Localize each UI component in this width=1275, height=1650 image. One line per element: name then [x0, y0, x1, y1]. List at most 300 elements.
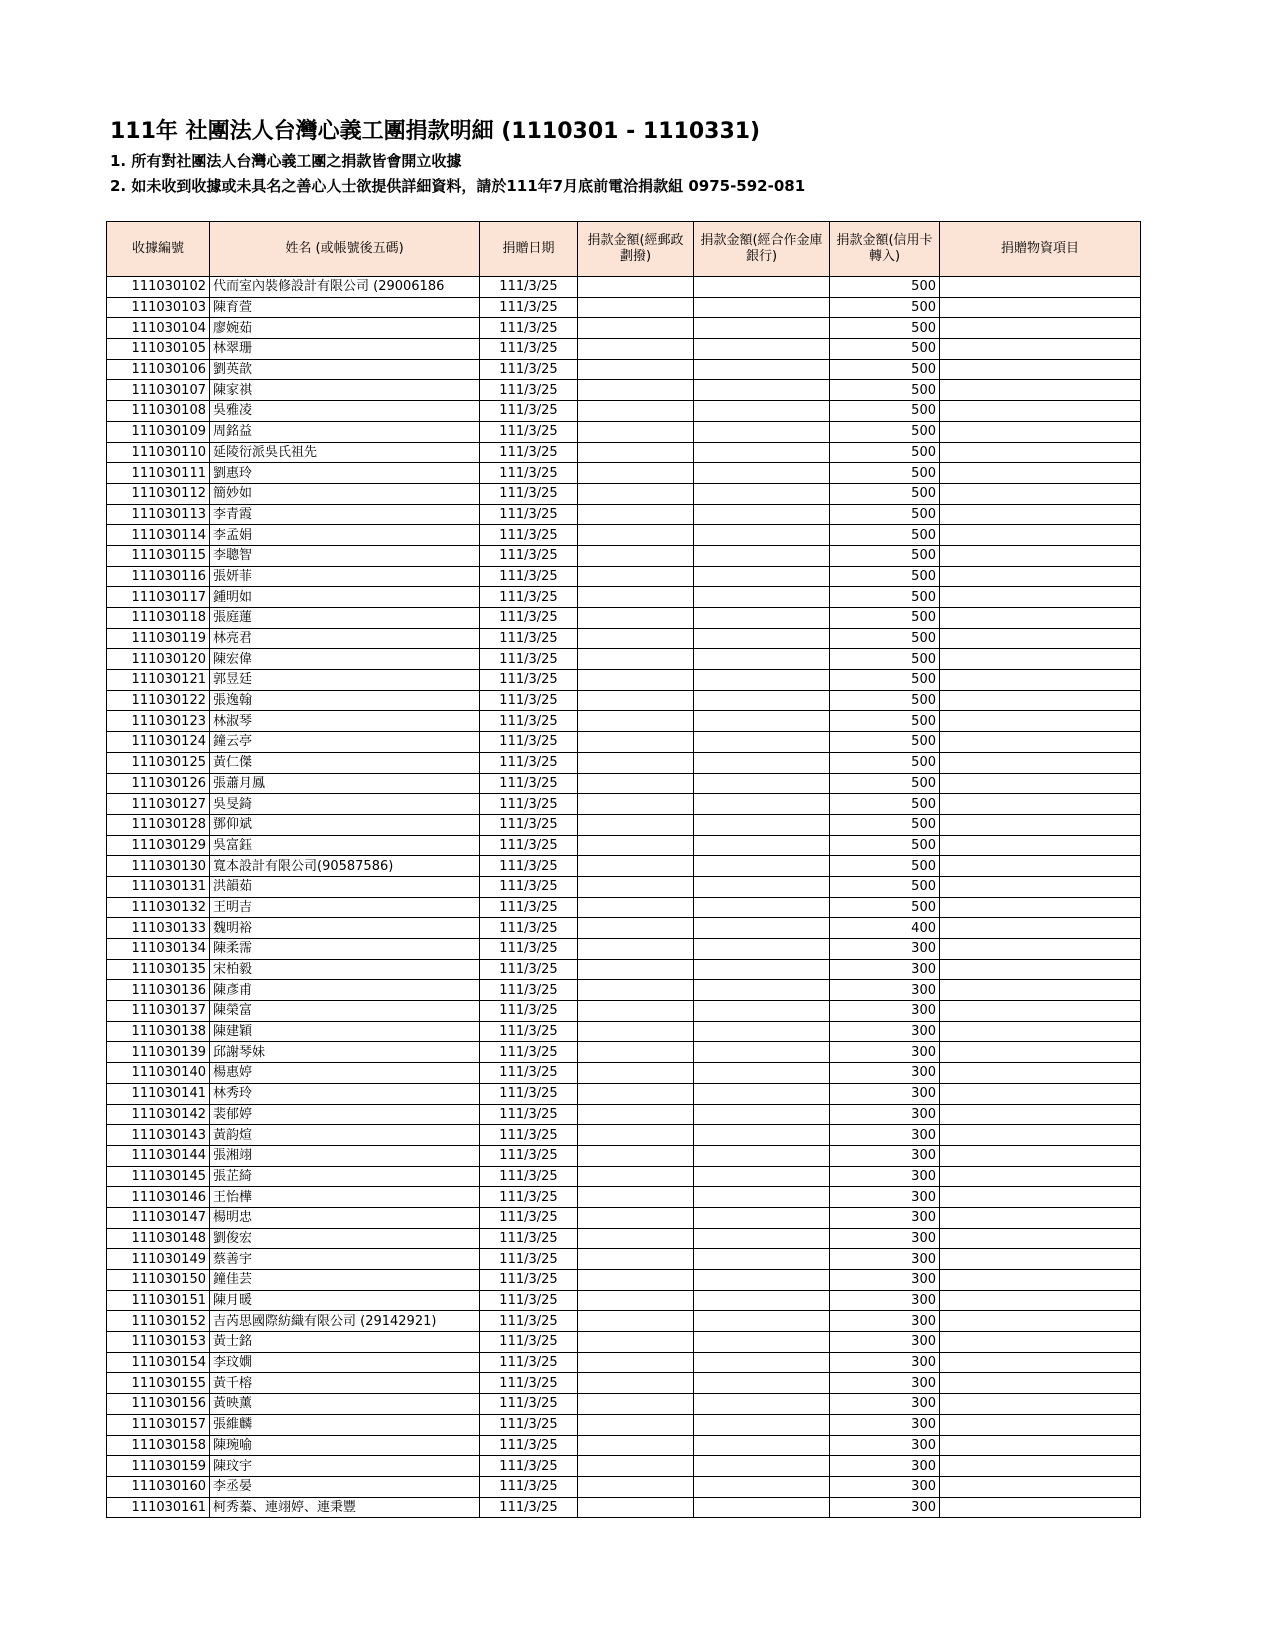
cell-date: 111/3/25 [480, 1456, 578, 1477]
cell-amount-postal [578, 711, 694, 732]
cell-name: 簡妙如 [210, 483, 480, 504]
cell-name: 鐘佳芸 [210, 1270, 480, 1291]
cell-name: 張妍菲 [210, 566, 480, 587]
cell-amount-bank [694, 814, 830, 835]
cell-date: 111/3/25 [480, 1166, 578, 1187]
document-title: 111年 社團法人台灣心義工團捐款明細 (1110301 - 1110331) [110, 119, 761, 144]
cell-amount-bank [694, 670, 830, 691]
cell-receipt-no: 111030136 [107, 980, 210, 1001]
cell-amount-bank [694, 1476, 830, 1497]
table-row [107, 835, 1141, 856]
cell-date: 111/3/25 [480, 1270, 578, 1291]
cell-goods [940, 1414, 1141, 1435]
cell-goods [940, 1104, 1141, 1125]
cell-goods [940, 732, 1141, 753]
cell-name: 吳旻錡 [210, 794, 480, 815]
cell-goods [940, 318, 1141, 339]
cell-amount-postal [578, 463, 694, 484]
cell-name: 陳宏偉 [210, 649, 480, 670]
cell-amount-postal [578, 835, 694, 856]
cell-goods [940, 1249, 1141, 1270]
cell-name: 魏明裕 [210, 918, 480, 939]
table-row [107, 1021, 1141, 1042]
cell-date: 111/3/25 [480, 711, 578, 732]
cell-amount-postal [578, 1456, 694, 1477]
cell-amount-card: 300 [830, 1352, 940, 1373]
cell-amount-postal [578, 1228, 694, 1249]
cell-amount-postal [578, 814, 694, 835]
cell-amount-card: 300 [830, 1063, 940, 1084]
cell-amount-card: 400 [830, 918, 940, 939]
cell-amount-postal [578, 359, 694, 380]
cell-date: 111/3/25 [480, 794, 578, 815]
table-row [107, 670, 1141, 691]
cell-receipt-no: 111030160 [107, 1476, 210, 1497]
cell-name: 鄧仰斌 [210, 814, 480, 835]
cell-amount-postal [578, 939, 694, 960]
cell-amount-postal [578, 1435, 694, 1456]
table-row [107, 1166, 1141, 1187]
cell-amount-card: 300 [830, 1414, 940, 1435]
cell-amount-bank [694, 1125, 830, 1146]
table-row [107, 1456, 1141, 1477]
cell-name: 林翠珊 [210, 339, 480, 360]
cell-amount-bank [694, 1083, 830, 1104]
cell-receipt-no: 111030103 [107, 297, 210, 318]
cell-goods [940, 1001, 1141, 1022]
header-row [107, 222, 1141, 277]
cell-date: 111/3/25 [480, 1249, 578, 1270]
cell-amount-card: 500 [830, 649, 940, 670]
cell-amount-card: 500 [830, 773, 940, 794]
cell-receipt-no: 111030149 [107, 1249, 210, 1270]
cell-amount-postal [578, 380, 694, 401]
cell-name: 延陵衍派吳氏祖先 [210, 442, 480, 463]
cell-goods [940, 856, 1141, 877]
cell-name: 陳琬喻 [210, 1435, 480, 1456]
table-row [107, 711, 1141, 732]
cell-date: 111/3/25 [480, 1476, 578, 1497]
table-row [107, 1083, 1141, 1104]
cell-amount-bank [694, 959, 830, 980]
cell-name: 張逸翰 [210, 690, 480, 711]
cell-receipt-no: 111030115 [107, 545, 210, 566]
cell-amount-card: 300 [830, 959, 940, 980]
cell-amount-postal [578, 525, 694, 546]
cell-goods [940, 1125, 1141, 1146]
table-row [107, 566, 1141, 587]
cell-date: 111/3/25 [480, 814, 578, 835]
cell-amount-postal [578, 504, 694, 525]
cell-receipt-no: 111030111 [107, 463, 210, 484]
cell-amount-bank [694, 1249, 830, 1270]
cell-receipt-no: 111030133 [107, 918, 210, 939]
cell-name: 李玟嫺 [210, 1352, 480, 1373]
cell-amount-postal [578, 545, 694, 566]
cell-amount-bank [694, 980, 830, 1001]
table-row [107, 1063, 1141, 1084]
donation-table [106, 221, 1141, 1518]
cell-goods [940, 1063, 1141, 1084]
table-row [107, 587, 1141, 608]
cell-name: 陳家祺 [210, 380, 480, 401]
cell-receipt-no: 111030120 [107, 649, 210, 670]
cell-date: 111/3/25 [480, 1104, 578, 1125]
table-row [107, 1332, 1141, 1353]
table-row [107, 1270, 1141, 1291]
cell-amount-postal [578, 483, 694, 504]
cell-amount-card: 500 [830, 752, 940, 773]
table-row [107, 1104, 1141, 1125]
table-row [107, 959, 1141, 980]
cell-date: 111/3/25 [480, 773, 578, 794]
cell-amount-card: 500 [830, 856, 940, 877]
cell-date: 111/3/25 [480, 649, 578, 670]
cell-date: 111/3/25 [480, 732, 578, 753]
cell-name: 李聰智 [210, 545, 480, 566]
cell-date: 111/3/25 [480, 1042, 578, 1063]
cell-goods [940, 794, 1141, 815]
cell-amount-card: 300 [830, 1311, 940, 1332]
cell-amount-card: 500 [830, 463, 940, 484]
cell-amount-postal [578, 1394, 694, 1415]
cell-name: 張庭蓮 [210, 608, 480, 629]
cell-receipt-no: 111030139 [107, 1042, 210, 1063]
cell-amount-postal [578, 752, 694, 773]
cell-amount-postal [578, 587, 694, 608]
cell-amount-bank [694, 504, 830, 525]
cell-date: 111/3/25 [480, 1207, 578, 1228]
cell-goods [940, 628, 1141, 649]
cell-amount-postal [578, 732, 694, 753]
cell-amount-card: 300 [830, 1001, 940, 1022]
cell-name: 陳榮富 [210, 1001, 480, 1022]
cell-name: 黃士銘 [210, 1332, 480, 1353]
cell-goods [940, 980, 1141, 1001]
cell-receipt-no: 111030130 [107, 856, 210, 877]
cell-amount-postal [578, 421, 694, 442]
cell-amount-bank [694, 897, 830, 918]
cell-date: 111/3/25 [480, 1001, 578, 1022]
cell-amount-postal [578, 918, 694, 939]
cell-amount-bank [694, 1063, 830, 1084]
cell-name: 陳建穎 [210, 1021, 480, 1042]
table-row [107, 483, 1141, 504]
cell-date: 111/3/25 [480, 1290, 578, 1311]
cell-date: 111/3/25 [480, 483, 578, 504]
cell-amount-bank [694, 608, 830, 629]
cell-receipt-no: 111030104 [107, 318, 210, 339]
cell-receipt-no: 111030138 [107, 1021, 210, 1042]
cell-date: 111/3/25 [480, 1063, 578, 1084]
table-row [107, 401, 1141, 422]
cell-name: 張維麟 [210, 1414, 480, 1435]
cell-name: 吉芮思國際紡織有限公司 (29142921) [210, 1311, 480, 1332]
cell-goods [940, 1435, 1141, 1456]
cell-receipt-no: 111030109 [107, 421, 210, 442]
cell-amount-postal [578, 690, 694, 711]
cell-amount-bank [694, 359, 830, 380]
table-row [107, 442, 1141, 463]
cell-date: 111/3/25 [480, 1414, 578, 1435]
cell-name: 代而室內裝修設計有限公司 (29006186 [210, 277, 480, 298]
cell-receipt-no: 111030113 [107, 504, 210, 525]
cell-receipt-no: 111030123 [107, 711, 210, 732]
cell-goods [940, 566, 1141, 587]
cell-date: 111/3/25 [480, 628, 578, 649]
table-row [107, 1497, 1141, 1518]
cell-amount-card: 500 [830, 814, 940, 835]
table-row [107, 339, 1141, 360]
cell-amount-bank [694, 545, 830, 566]
cell-name: 林淑琴 [210, 711, 480, 732]
cell-receipt-no: 111030135 [107, 959, 210, 980]
cell-receipt-no: 111030146 [107, 1187, 210, 1208]
cell-amount-bank [694, 1145, 830, 1166]
cell-name: 陳柔霈 [210, 939, 480, 960]
cell-date: 111/3/25 [480, 401, 578, 422]
table-row [107, 525, 1141, 546]
cell-name: 裴郁婷 [210, 1104, 480, 1125]
cell-amount-bank [694, 483, 830, 504]
cell-amount-postal [578, 1311, 694, 1332]
cell-amount-postal [578, 1497, 694, 1518]
cell-goods [940, 442, 1141, 463]
header-date: 捐贈日期 [480, 222, 578, 277]
cell-date: 111/3/25 [480, 1311, 578, 1332]
cell-amount-card: 300 [830, 1332, 940, 1353]
cell-goods [940, 1083, 1141, 1104]
cell-date: 111/3/25 [480, 504, 578, 525]
cell-amount-bank [694, 1332, 830, 1353]
table-row [107, 1476, 1141, 1497]
cell-amount-bank [694, 649, 830, 670]
cell-name: 廖婉茹 [210, 318, 480, 339]
cell-amount-card: 300 [830, 1456, 940, 1477]
cell-goods [940, 752, 1141, 773]
cell-amount-bank [694, 711, 830, 732]
cell-receipt-no: 111030106 [107, 359, 210, 380]
cell-name: 劉俊宏 [210, 1228, 480, 1249]
cell-amount-card: 500 [830, 525, 940, 546]
cell-name: 柯秀蓁、連翊婷、連秉豐 [210, 1497, 480, 1518]
cell-name: 張湘翊 [210, 1145, 480, 1166]
cell-amount-bank [694, 277, 830, 298]
cell-amount-card: 500 [830, 628, 940, 649]
cell-amount-card: 300 [830, 1249, 940, 1270]
cell-date: 111/3/25 [480, 690, 578, 711]
cell-name: 張蕭月鳳 [210, 773, 480, 794]
cell-amount-bank [694, 690, 830, 711]
cell-name: 王怡樺 [210, 1187, 480, 1208]
cell-amount-bank [694, 1021, 830, 1042]
cell-date: 111/3/25 [480, 545, 578, 566]
cell-amount-card: 300 [830, 1228, 940, 1249]
cell-amount-bank [694, 566, 830, 587]
cell-receipt-no: 111030126 [107, 773, 210, 794]
cell-amount-bank [694, 1435, 830, 1456]
table-row [107, 1435, 1141, 1456]
cell-amount-bank [694, 1228, 830, 1249]
cell-amount-card: 500 [830, 545, 940, 566]
cell-receipt-no: 111030141 [107, 1083, 210, 1104]
cell-goods [940, 587, 1141, 608]
cell-amount-card: 500 [830, 318, 940, 339]
cell-amount-postal [578, 1476, 694, 1497]
cell-amount-bank [694, 525, 830, 546]
cell-amount-postal [578, 1104, 694, 1125]
cell-amount-bank [694, 1373, 830, 1394]
table-body [107, 277, 1141, 1518]
cell-date: 111/3/25 [480, 835, 578, 856]
cell-amount-card: 300 [830, 1042, 940, 1063]
cell-receipt-no: 111030124 [107, 732, 210, 753]
cell-amount-bank [694, 587, 830, 608]
cell-receipt-no: 111030112 [107, 483, 210, 504]
cell-name: 蔡善宇 [210, 1249, 480, 1270]
cell-goods [940, 401, 1141, 422]
cell-goods [940, 1476, 1141, 1497]
cell-goods [940, 670, 1141, 691]
cell-date: 111/3/25 [480, 1394, 578, 1415]
cell-goods [940, 876, 1141, 897]
cell-goods [940, 1332, 1141, 1353]
cell-amount-bank [694, 1187, 830, 1208]
cell-name: 陳玟宇 [210, 1456, 480, 1477]
cell-amount-card: 300 [830, 1083, 940, 1104]
cell-amount-bank [694, 1497, 830, 1518]
cell-receipt-no: 111030147 [107, 1207, 210, 1228]
cell-amount-postal [578, 1290, 694, 1311]
cell-amount-bank [694, 401, 830, 422]
cell-date: 111/3/25 [480, 959, 578, 980]
cell-amount-card: 500 [830, 587, 940, 608]
table-row [107, 1311, 1141, 1332]
cell-goods [940, 1352, 1141, 1373]
cell-goods [940, 1456, 1141, 1477]
cell-amount-bank [694, 339, 830, 360]
cell-amount-card: 500 [830, 897, 940, 918]
cell-name: 黃映薰 [210, 1394, 480, 1415]
table-row [107, 545, 1141, 566]
cell-goods [940, 277, 1141, 298]
cell-amount-postal [578, 856, 694, 877]
cell-name: 劉英歆 [210, 359, 480, 380]
cell-amount-postal [578, 773, 694, 794]
cell-goods [940, 339, 1141, 360]
header-amount-bank: 捐款金額(經合作金庫銀行) [694, 222, 830, 277]
table-row [107, 1414, 1141, 1435]
table-row [107, 1145, 1141, 1166]
cell-goods [940, 1290, 1141, 1311]
cell-receipt-no: 111030155 [107, 1373, 210, 1394]
cell-name: 李青霞 [210, 504, 480, 525]
cell-goods [940, 463, 1141, 484]
cell-amount-card: 500 [830, 608, 940, 629]
cell-receipt-no: 111030105 [107, 339, 210, 360]
table-row [107, 980, 1141, 1001]
cell-amount-card: 500 [830, 876, 940, 897]
cell-date: 111/3/25 [480, 1332, 578, 1353]
cell-amount-bank [694, 1394, 830, 1415]
table-row [107, 814, 1141, 835]
cell-amount-bank [694, 876, 830, 897]
cell-amount-card: 300 [830, 1166, 940, 1187]
cell-amount-bank [694, 732, 830, 753]
cell-amount-postal [578, 1001, 694, 1022]
cell-receipt-no: 111030157 [107, 1414, 210, 1435]
table-row [107, 318, 1141, 339]
cell-goods [940, 897, 1141, 918]
cell-goods [940, 1021, 1141, 1042]
cell-amount-bank [694, 794, 830, 815]
table-row [107, 297, 1141, 318]
cell-date: 111/3/25 [480, 939, 578, 960]
cell-goods [940, 711, 1141, 732]
cell-amount-postal [578, 1332, 694, 1353]
table-row [107, 752, 1141, 773]
cell-date: 111/3/25 [480, 359, 578, 380]
cell-goods [940, 918, 1141, 939]
cell-amount-bank [694, 918, 830, 939]
cell-date: 111/3/25 [480, 297, 578, 318]
cell-name: 黃千榕 [210, 1373, 480, 1394]
cell-amount-bank [694, 939, 830, 960]
table-row [107, 359, 1141, 380]
cell-amount-card: 300 [830, 939, 940, 960]
cell-date: 111/3/25 [480, 1187, 578, 1208]
cell-receipt-no: 111030154 [107, 1352, 210, 1373]
cell-goods [940, 835, 1141, 856]
cell-amount-postal [578, 628, 694, 649]
table-row [107, 1290, 1141, 1311]
cell-amount-postal [578, 959, 694, 980]
table-row [107, 1352, 1141, 1373]
table-row [107, 608, 1141, 629]
cell-amount-bank [694, 318, 830, 339]
table-row [107, 856, 1141, 877]
note-contact: 2. 如未收到收據或未具名之善心人士欲提供詳細資料，請於111年7月底前電洽捐款組 0975-592-081 [110, 177, 806, 195]
cell-date: 111/3/25 [480, 463, 578, 484]
cell-date: 111/3/25 [480, 1228, 578, 1249]
cell-receipt-no: 111030145 [107, 1166, 210, 1187]
cell-receipt-no: 111030114 [107, 525, 210, 546]
cell-name: 陳月暖 [210, 1290, 480, 1311]
cell-date: 111/3/25 [480, 980, 578, 1001]
cell-amount-card: 300 [830, 1187, 940, 1208]
cell-amount-bank [694, 1042, 830, 1063]
cell-amount-card: 500 [830, 277, 940, 298]
cell-amount-postal [578, 1373, 694, 1394]
cell-amount-bank [694, 1456, 830, 1477]
cell-receipt-no: 111030142 [107, 1104, 210, 1125]
cell-amount-bank [694, 1290, 830, 1311]
cell-amount-card: 300 [830, 1373, 940, 1394]
cell-amount-card: 300 [830, 1476, 940, 1497]
header-amount-card: 捐款金額(信用卡轉入) [830, 222, 940, 277]
cell-amount-bank [694, 773, 830, 794]
cell-goods [940, 959, 1141, 980]
cell-goods [940, 359, 1141, 380]
cell-date: 111/3/25 [480, 1435, 578, 1456]
cell-name: 宋柏毅 [210, 959, 480, 980]
cell-receipt-no: 111030121 [107, 670, 210, 691]
cell-receipt-no: 111030131 [107, 876, 210, 897]
cell-goods [940, 525, 1141, 546]
table-row [107, 1187, 1141, 1208]
cell-amount-postal [578, 339, 694, 360]
cell-receipt-no: 111030140 [107, 1063, 210, 1084]
